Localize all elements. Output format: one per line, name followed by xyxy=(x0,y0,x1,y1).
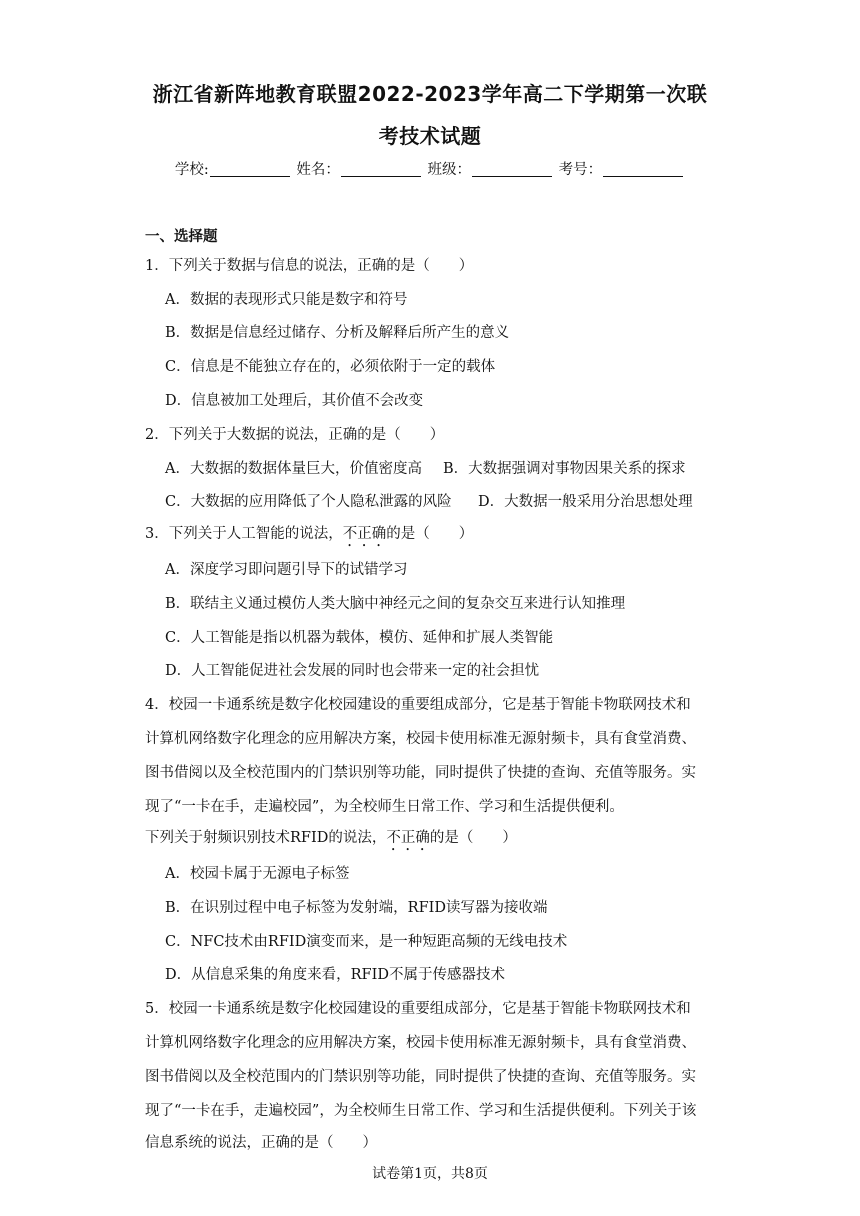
q1-stem: 1．下列关于数据与信息的说法，正确的是（ ） xyxy=(145,258,474,274)
q4-stem-pre: 下列关于射频识别技术RFID的说法， xyxy=(145,830,387,846)
q4-option-d[interactable]: D．从信息采集的角度来看，RFID不属于传感器技术 xyxy=(165,967,505,983)
section-heading: 一、选择题 xyxy=(145,229,218,245)
class-label: 班级： xyxy=(427,162,471,178)
q2-option-d[interactable]: D．大数据一般采用分治思想处理 xyxy=(478,494,693,510)
q1-option-d[interactable]: D．信息被加工处理后，其价值不会改变 xyxy=(165,393,424,409)
class-blank[interactable] xyxy=(472,162,552,177)
q5-paragraph-line-2: 计算机网络数字化理念的应用解决方案，校园卡使用标准无源射频卡，具有食堂消费、 xyxy=(145,1035,696,1051)
q4-stem-emphasis: 不正确 xyxy=(386,830,430,846)
page-footer: 试卷第1页，共8页 xyxy=(372,1166,488,1182)
q3-stem xyxy=(145,522,473,550)
q2-option-c[interactable]: C．大数据的应用降低了个人隐私泄露的风险 xyxy=(165,494,452,510)
q5-stem: 信息系统的说法，正确的是（ ） xyxy=(145,1135,377,1151)
q4-option-a[interactable]: A．校园卡属于无源电子标签 xyxy=(165,866,350,882)
q2-option-a[interactable]: A．大数据的数据体量巨大，价值密度高 xyxy=(165,461,422,477)
q5-paragraph-line-4: 现了“一卡在手，走遍校园”，为全校师生日常工作、学习和生活提供便利。下列关于该 xyxy=(145,1103,697,1119)
q3-option-b[interactable]: B．联结主义通过模仿人类大脑中神经元之间的复杂交互来进行认知推理 xyxy=(165,596,626,612)
name-label: 姓名： xyxy=(296,162,340,178)
q4-paragraph-line-3: 图书借阅以及全校范围内的门禁识别等功能，同时提供了快捷的查询、充值等服务。实 xyxy=(145,765,696,781)
q4-option-c[interactable]: C．NFC技术由RFID演变而来，是一种短距高频的无线电技术 xyxy=(165,934,568,950)
q1-option-b[interactable]: B．数据是信息经过储存、分析及解释后所产生的意义 xyxy=(165,325,510,341)
name-blank[interactable] xyxy=(341,162,421,177)
school-blank[interactable] xyxy=(210,162,290,177)
q3-stem-post: 的是（ ） xyxy=(386,526,474,542)
q3-stem-pre: 3．下列关于人工智能的说法， xyxy=(145,526,343,542)
q3-stem-emphasis: 不正确 xyxy=(342,526,387,542)
q4-paragraph-line-4: 现了“一卡在手，走遍校园”，为全校师生日常工作、学习和生活提供便利。 xyxy=(145,799,624,815)
exam-title-line-2: 考技术试题 xyxy=(378,124,482,148)
q5-paragraph-line-3: 图书借阅以及全校范围内的门禁识别等功能，同时提供了快捷的查询、充值等服务。实 xyxy=(145,1069,696,1085)
q1-option-c[interactable]: C．信息是不能独立存在的，必须依附于一定的载体 xyxy=(165,359,496,375)
q4-paragraph-line-1: 4．校园一卡通系统是数字化校园建设的重要组成部分，它是基于智能卡物联网技术和 xyxy=(145,697,691,713)
q4-option-b[interactable]: B．在识别过程中电子标签为发射端，RFID读写器为接收端 xyxy=(165,900,548,916)
q5-paragraph-line-1: 5．校园一卡通系统是数字化校园建设的重要组成部分，它是基于智能卡物联网技术和 xyxy=(145,1001,691,1017)
number-label: 考号： xyxy=(558,162,603,178)
q3-option-c[interactable]: C．人工智能是指以机器为载体，模仿、延伸和扩展人类智能 xyxy=(165,630,554,646)
q4-paragraph-line-2: 计算机网络数字化理念的应用解决方案，校园卡使用标准无源射频卡，具有食堂消费、 xyxy=(145,731,696,747)
q2-stem: 2．下列关于大数据的说法，正确的是（ ） xyxy=(145,427,445,443)
q4-stem xyxy=(145,826,517,854)
student-info-line xyxy=(0,158,860,179)
q3-option-a[interactable]: A．深度学习即问题引导下的试错学习 xyxy=(165,562,408,578)
exam-title-line-1: 浙江省新阵地教育联盟2022-2023学年高二下学期第一次联 xyxy=(152,82,708,106)
number-blank[interactable] xyxy=(603,162,683,177)
q3-option-d[interactable]: D．人工智能促进社会发展的同时也会带来一定的社会担忧 xyxy=(165,663,540,679)
q1-option-a[interactable]: A．数据的表现形式只能是数字和符号 xyxy=(165,292,408,308)
school-label: 学校: xyxy=(174,162,209,178)
q4-stem-post: 的是（ ） xyxy=(429,830,517,846)
q2-option-b[interactable]: B．大数据强调对事物因果关系的探求 xyxy=(443,461,686,477)
